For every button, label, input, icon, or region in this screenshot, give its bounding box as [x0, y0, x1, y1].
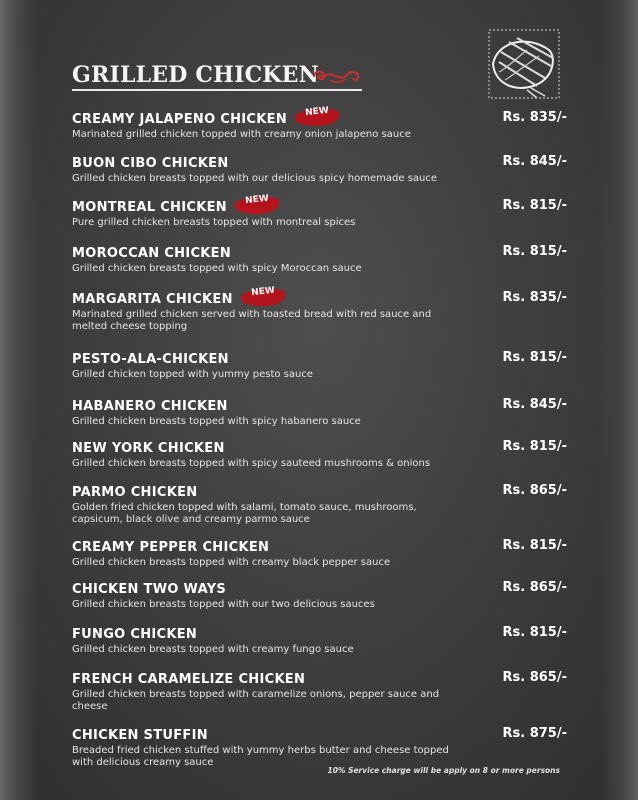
new-badge [233, 193, 281, 216]
menu-item [72, 625, 567, 656]
item-name: FUNGO CHICKEN [72, 626, 198, 642]
item-name: MONTREAL CHICKEN [72, 199, 227, 215]
item-description: Grilled chicken breasts topped with creamy black pepper sauce [72, 557, 391, 568]
item-price: Rs. 865/- [502, 670, 567, 685]
item-description: Breaded fried chicken stuffed with yummy herbs butter and cheese topped with delicious creamy sauce [72, 745, 449, 768]
right-edge-shade [600, 0, 638, 800]
menu-item [72, 726, 567, 769]
menu-item [72, 105, 567, 141]
new-badge [293, 105, 341, 128]
item-description: Grilled chicken breasts topped with caramelize onions, pepper sauce and cheese [72, 689, 440, 712]
menu-item [72, 670, 567, 713]
item-description: Grilled chicken breasts topped with spicy Moroccan sauce [72, 263, 362, 274]
section-title-text: GRILLED CHICKEN [72, 62, 319, 88]
item-name: CREAMY JALAPENO CHICKEN [72, 111, 288, 127]
item-price: Rs. 845/- [502, 154, 567, 169]
item-price: Rs. 815/- [502, 439, 567, 454]
new-badge [239, 285, 287, 308]
item-description: Grilled chicken breasts topped with our two delicious sauces [72, 599, 375, 610]
menu-item [72, 483, 567, 526]
item-description: Grilled chicken breasts topped with creamy fungo sauce [72, 644, 354, 655]
grilled-chicken-sketch-icon [487, 28, 561, 100]
item-price: Rs. 815/- [502, 625, 567, 640]
new-badge-label: NEW [244, 193, 270, 207]
item-price: Rs. 835/- [502, 110, 567, 125]
service-charge-note: 10% Service charge will be apply on 8 or more persons [327, 766, 560, 775]
item-price: Rs. 815/- [502, 538, 567, 553]
title-underline [72, 89, 362, 91]
item-price: Rs. 815/- [502, 244, 567, 259]
menu-item [72, 580, 567, 611]
new-badge-label: NEW [250, 285, 276, 299]
item-name: BUON CIBO CHICKEN [72, 155, 229, 171]
item-name: MARGARITA CHICKEN [72, 291, 233, 307]
menu-item [72, 538, 567, 569]
menu-item [72, 154, 567, 185]
item-price: Rs. 835/- [502, 290, 567, 305]
item-name: MOROCCAN CHICKEN [72, 245, 232, 261]
item-description: Grilled chicken breasts topped with spicy sauteed mushrooms & onions [72, 458, 431, 469]
menu-item [72, 439, 567, 470]
item-price: Rs. 815/- [502, 198, 567, 213]
new-badge-label: NEW [304, 105, 330, 119]
left-edge-shade [0, 0, 38, 800]
menu-item [72, 193, 567, 229]
item-price: Rs. 845/- [502, 397, 567, 412]
item-price: Rs. 875/- [502, 726, 567, 741]
item-description: Grilled chicken breasts topped with our delicious spicy homemade sauce [72, 173, 438, 184]
item-name: PESTO-ALA-CHICKEN [72, 351, 229, 367]
menu-item [72, 244, 567, 275]
item-name: CREAMY PEPPER CHICKEN [72, 539, 270, 555]
item-price: Rs. 865/- [502, 580, 567, 595]
menu-item [72, 285, 567, 333]
section-title [72, 62, 319, 88]
item-description: Marinated grilled chicken topped with creamy onion jalapeno sauce [72, 129, 411, 140]
item-description: Golden fried chicken topped with salami, tomato sauce, mushrooms, capsicum, black olive and creamy parmo sauce [72, 502, 417, 525]
item-name: CHICKEN STUFFIN [72, 727, 208, 743]
item-description: Grilled chicken breasts topped with spicy habanero sauce [72, 416, 361, 427]
item-description: Marinated grilled chicken served with toasted bread with red sauce and melted cheese topping [72, 309, 432, 332]
item-price: Rs. 815/- [502, 350, 567, 365]
item-name: PARMO CHICKEN [72, 484, 198, 500]
item-description: Grilled chicken topped with yummy pesto sauce [72, 369, 313, 380]
item-description: Pure grilled chicken breasts topped with montreal spices [72, 217, 356, 228]
item-name: CHICKEN TWO WAYS [72, 581, 227, 597]
menu-item [72, 350, 567, 381]
item-name: NEW YORK CHICKEN [72, 440, 225, 456]
item-price: Rs. 865/- [502, 483, 567, 498]
item-name: HABANERO CHICKEN [72, 398, 228, 414]
swirl-ornament-icon [310, 66, 364, 88]
menu-item [72, 397, 567, 428]
item-name: FRENCH CARAMELIZE CHICKEN [72, 671, 306, 687]
